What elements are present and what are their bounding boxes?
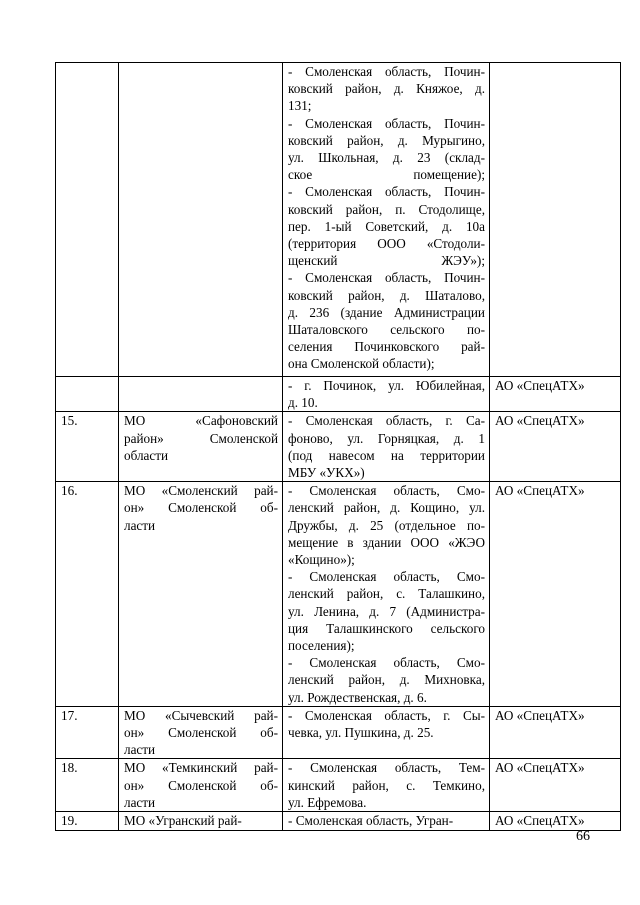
address-cell (283, 377, 490, 412)
address-line: - Смоленская область, Угран- (288, 813, 454, 829)
address-cell (283, 63, 490, 377)
operator-cell (490, 63, 621, 377)
address-line: ленский район, д. Михновка, (288, 672, 485, 688)
row-number: 15. (61, 413, 78, 429)
table-row (56, 812, 621, 831)
table-row (56, 412, 621, 482)
address-line: - Смоленская область, Почин- (288, 64, 485, 79)
address-line: селения Починковского рай- (288, 339, 485, 355)
row-number: 17. (61, 707, 78, 723)
address-cell (283, 759, 490, 812)
row-number-cell (56, 759, 119, 812)
row-number: 18. (61, 760, 78, 776)
address-line: чевка, ул. Пушкина, д. 25. (288, 725, 434, 741)
address-line: ковский район, д. Шаталово, (288, 287, 485, 303)
operator-name: АО «СпецАТХ» (495, 813, 585, 829)
row-number-cell (56, 812, 119, 831)
municipality-cell (119, 377, 283, 412)
address-cell (283, 706, 490, 759)
address-line: фоново, ул. Горняцкая, д. 1 (288, 430, 485, 446)
address-line: (под навесом на территории (288, 447, 485, 463)
address-line: ул. Ленина, д. 7 (Администра- (288, 603, 485, 619)
municipality-line: МО «Темкинский рай- (124, 760, 278, 776)
municipality-line: ласти (124, 517, 156, 533)
municipality-line: район» Смоленской (124, 430, 278, 446)
table-row (56, 482, 621, 707)
municipality-line: МО «Сычевский рай- (124, 707, 278, 723)
address-line: - Смоленская область, Смо- (288, 483, 485, 499)
address-line: д. 236 (здание Администрации (288, 304, 485, 320)
table-row (56, 706, 621, 759)
municipality-line: МО «Смоленский рай- (124, 483, 278, 499)
row-number: 16. (61, 483, 78, 499)
operator-cell (490, 759, 621, 812)
operator-cell (490, 412, 621, 482)
operator-name: АО «СпецАТХ» (495, 707, 585, 723)
operator-name: АО «СпецАТХ» (495, 760, 585, 776)
address-line: Дружбы, д. 25 (отдельное по- (288, 517, 485, 533)
address-line: пер. 1-ый Советский, д. 10а (288, 218, 485, 234)
row-number-cell (56, 706, 119, 759)
address-line: ковский район, д. Княжое, д. (288, 81, 485, 97)
address-line: ленский район, д. Кощино, ул. (288, 500, 485, 516)
address-line: «Кощино»); (288, 552, 355, 568)
address-line: ул. Рождественская, д. 6. (288, 689, 427, 705)
address-cell (283, 812, 490, 831)
address-line: ковский район, п. Стодолище, (288, 201, 485, 217)
address-line: - Смоленская область, г. Са- (288, 413, 485, 429)
address-line: - Смоленская область, г. Сы- (288, 707, 485, 723)
operator-cell (490, 706, 621, 759)
address-line: - Смоленская область, Смо- (288, 569, 485, 585)
operator-name: АО «СпецАТХ» (495, 413, 585, 429)
address-line: - Смоленская область, Почин- (288, 184, 485, 200)
address-line: - г. Починок, ул. Юбилейная, (288, 378, 485, 393)
address-line: Шаталовского сельского по- (288, 322, 485, 338)
municipality-line: он» Смоленской об- (124, 725, 278, 741)
municipality-cell (119, 812, 283, 831)
municipality-line: области (124, 447, 169, 463)
address-line: ское помещение); (288, 167, 485, 183)
address-cell (283, 482, 490, 707)
address-line: - Смоленская область, Почин- (288, 270, 485, 286)
municipality-line: ласти (124, 742, 156, 758)
address-line: 131; (288, 98, 312, 114)
municipality-line: он» Смоленской об- (124, 500, 278, 516)
municipality-cell (119, 759, 283, 812)
municipality-line: ласти (124, 794, 156, 810)
operator-name: АО «СпецАТХ» (495, 378, 585, 393)
table-row (56, 759, 621, 812)
address-line: (территория ООО «Стодоли- (288, 236, 485, 252)
address-line: - Смоленская область, Почин- (288, 115, 485, 131)
municipality-line: МО «Сафоновский (124, 413, 278, 429)
row-number-cell (56, 412, 119, 482)
municipality-cell (119, 706, 283, 759)
row-number-cell (56, 63, 119, 377)
address-line: мещение в здании ООО «ЖЭО (288, 534, 485, 550)
address-line: - Смоленская область, Смо- (288, 655, 485, 671)
address-line: кинский район, с. Темкино, (288, 777, 485, 793)
address-line: - Смоленская область, Тем- (288, 760, 485, 776)
address-line: щенский ЖЭУ»); (288, 253, 485, 269)
operator-cell (490, 482, 621, 707)
municipality-cell (119, 412, 283, 482)
address-line: она Смоленской области); (288, 356, 435, 372)
page-number: 66 (576, 829, 590, 844)
row-number-cell (56, 377, 119, 412)
address-line: д. 10. (288, 395, 318, 411)
address-line: ковский район, д. Мурыгино, (288, 132, 485, 148)
address-line: ул. Школьная, д. 23 (склад- (288, 150, 485, 166)
row-number-cell (56, 482, 119, 707)
operator-cell (490, 377, 621, 412)
municipality-cell (119, 63, 283, 377)
table-row (56, 377, 621, 412)
address-cell (283, 412, 490, 482)
row-number: 19. (61, 813, 78, 829)
operator-cell (490, 812, 621, 831)
municipality-line: МО «Угранский рай- (124, 813, 242, 829)
address-line: ленский район, с. Талашкино, (288, 586, 485, 602)
municipality-cell (119, 482, 283, 707)
address-line: поселения); (288, 638, 355, 654)
table-row (56, 63, 621, 377)
municipality-line: он» Смоленской об- (124, 777, 278, 793)
address-line: ул. Ефремова. (288, 794, 367, 810)
waste-points-table (55, 62, 621, 831)
address-line: ция Талашкинского сельского (288, 620, 485, 636)
operator-name: АО «СпецАТХ» (495, 483, 585, 499)
address-line: МБУ «УКХ») (288, 465, 365, 481)
